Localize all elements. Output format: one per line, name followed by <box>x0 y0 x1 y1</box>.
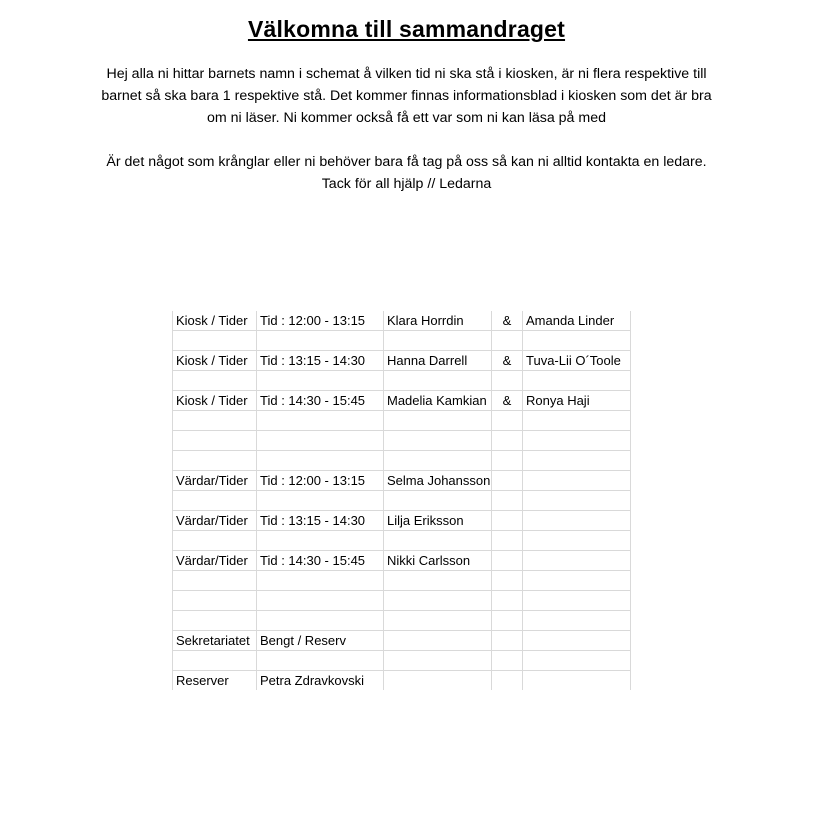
table-row <box>173 451 631 471</box>
person-cell <box>384 431 492 451</box>
role-cell <box>173 591 257 611</box>
table-row <box>173 671 631 691</box>
role-cell <box>173 431 257 451</box>
role-cell: Sekretariatet <box>173 631 257 651</box>
time-cell <box>257 571 384 591</box>
ampersand-cell <box>492 551 523 571</box>
role-cell <box>173 331 257 351</box>
role-cell: Kiosk / Tider <box>173 351 257 371</box>
table-row <box>173 391 631 411</box>
ampersand-cell <box>492 431 523 451</box>
table-row <box>173 611 631 631</box>
time-cell: Tid : 13:15 - 14:30 <box>257 351 384 371</box>
time-cell <box>257 451 384 471</box>
time-cell <box>257 331 384 351</box>
person-cell <box>384 611 492 631</box>
role-cell <box>173 411 257 431</box>
person-cell: Madelia Kamkian <box>384 391 492 411</box>
ampersand-cell <box>492 451 523 471</box>
role-cell: Värdar/Tider <box>173 551 257 571</box>
person-cell <box>384 631 492 651</box>
time-cell: Tid : 13:15 - 14:30 <box>257 511 384 531</box>
partner-cell <box>523 531 631 551</box>
partner-cell: Tuva-Lii O´Toole <box>523 351 631 371</box>
partner-cell <box>523 551 631 571</box>
partner-cell <box>523 571 631 591</box>
role-cell: Värdar/Tider <box>173 511 257 531</box>
table-row <box>173 471 631 491</box>
time-cell <box>257 411 384 431</box>
ampersand-cell: & <box>492 311 523 331</box>
intro-text: Hej alla ni hittar barnets namn i schemat å vilken tid ni ska stå i kiosken, är ni flera respektive till barnet så ska bara 1 respektive stå. Det kommer finnas informationsblad i kiosken som det är bra om ni läser. Ni kommer också få ett var som ni kan läsa på med <box>101 66 712 126</box>
time-cell: Tid : 14:30 - 15:45 <box>257 391 384 411</box>
table-row <box>173 531 631 551</box>
person-cell <box>384 331 492 351</box>
partner-cell <box>523 611 631 631</box>
table-row <box>173 311 631 331</box>
partner-cell <box>523 371 631 391</box>
table-row <box>173 371 631 391</box>
contact-text: Är det något som krånglar eller ni behöver bara få tag på oss så kan ni alltid kontakta en ledare. Tack för all hjälp // Ledarna <box>106 154 707 192</box>
time-cell: Petra Zdravkovski <box>257 671 384 691</box>
person-cell <box>384 411 492 431</box>
role-cell <box>173 611 257 631</box>
time-cell <box>257 651 384 671</box>
person-cell <box>384 651 492 671</box>
role-cell <box>173 451 257 471</box>
ampersand-cell <box>492 491 523 511</box>
table-row <box>173 331 631 351</box>
table-row <box>173 351 631 371</box>
table-row <box>173 571 631 591</box>
ampersand-cell <box>492 371 523 391</box>
time-cell: Tid : 12:00 - 13:15 <box>257 471 384 491</box>
time-cell <box>257 531 384 551</box>
partner-cell <box>523 651 631 671</box>
time-cell: Tid : 14:30 - 15:45 <box>257 551 384 571</box>
partner-cell <box>523 671 631 691</box>
person-cell: Lilja Eriksson <box>384 511 492 531</box>
role-cell <box>173 531 257 551</box>
ampersand-cell <box>492 611 523 631</box>
time-cell: Tid : 12:00 - 13:15 <box>257 311 384 331</box>
table-row <box>173 551 631 571</box>
person-cell: Klara Horrdin <box>384 311 492 331</box>
partner-cell <box>523 451 631 471</box>
time-cell <box>257 431 384 451</box>
table-row <box>173 491 631 511</box>
role-cell <box>173 491 257 511</box>
person-cell <box>384 491 492 511</box>
partner-cell <box>523 471 631 491</box>
time-cell <box>257 371 384 391</box>
ampersand-cell: & <box>492 351 523 371</box>
ampersand-cell <box>492 651 523 671</box>
table-row <box>173 411 631 431</box>
role-cell: Reserver <box>173 671 257 691</box>
ampersand-cell <box>492 411 523 431</box>
partner-cell <box>523 431 631 451</box>
ampersand-cell <box>492 531 523 551</box>
role-cell <box>173 571 257 591</box>
ampersand-cell <box>492 631 523 651</box>
person-cell <box>384 571 492 591</box>
table-row <box>173 591 631 611</box>
time-cell <box>257 591 384 611</box>
time-cell <box>257 491 384 511</box>
ampersand-cell: & <box>492 391 523 411</box>
time-cell: Bengt / Reserv <box>257 631 384 651</box>
partner-cell <box>523 491 631 511</box>
ampersand-cell <box>492 571 523 591</box>
person-cell <box>384 591 492 611</box>
ampersand-cell <box>492 471 523 491</box>
ampersand-cell <box>492 671 523 691</box>
table-row <box>173 651 631 671</box>
role-cell <box>173 371 257 391</box>
person-cell <box>384 531 492 551</box>
ampersand-cell <box>492 511 523 531</box>
partner-cell: Amanda Linder <box>523 311 631 331</box>
time-cell <box>257 611 384 631</box>
person-cell <box>384 371 492 391</box>
partner-cell <box>523 591 631 611</box>
table-row <box>173 511 631 531</box>
table-row <box>173 431 631 451</box>
page-title: Välkomna till sammandraget <box>247 16 566 42</box>
role-cell: Kiosk / Tider <box>173 311 257 331</box>
person-cell <box>384 671 492 691</box>
person-cell: Hanna Darrell <box>384 351 492 371</box>
ampersand-cell <box>492 331 523 351</box>
role-cell <box>173 651 257 671</box>
person-cell <box>384 451 492 471</box>
schedule-table <box>172 311 631 690</box>
role-cell: Värdar/Tider <box>173 471 257 491</box>
partner-cell <box>523 511 631 531</box>
partner-cell <box>523 331 631 351</box>
partner-cell <box>523 631 631 651</box>
role-cell: Kiosk / Tider <box>173 391 257 411</box>
partner-cell: Ronya Haji <box>523 391 631 411</box>
table-row <box>173 631 631 651</box>
ampersand-cell <box>492 591 523 611</box>
partner-cell <box>523 411 631 431</box>
person-cell: Nikki Carlsson <box>384 551 492 571</box>
person-cell: Selma Johansson <box>384 471 492 491</box>
